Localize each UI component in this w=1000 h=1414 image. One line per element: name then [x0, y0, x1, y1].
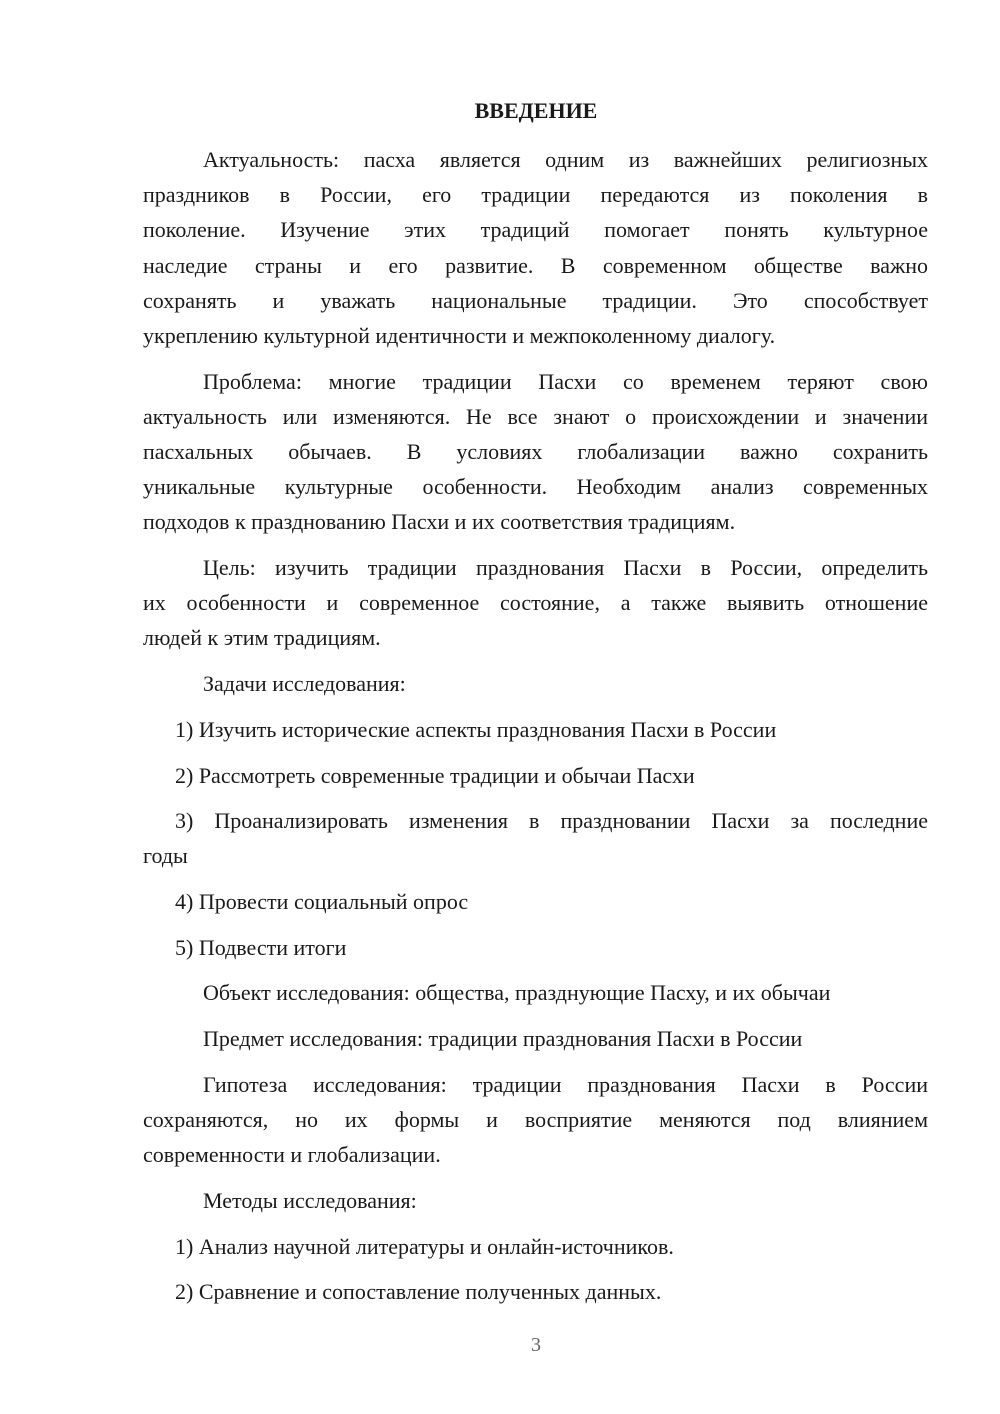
text-line: Предмет исследования: традиции празднования Пасхи в России [203, 1026, 803, 1052]
text-line: Методы исследования: [203, 1187, 417, 1213]
text-line: сохранять и уважать национальные традиции. Это способствует [143, 287, 928, 313]
paragraph [143, 142, 928, 353]
paragraph [143, 364, 928, 540]
text-line: 2) Рассмотреть современные традиции и обычаи Пасхи [175, 762, 695, 788]
text-line: современности и глобализации. [143, 1142, 441, 1168]
list-item [143, 884, 928, 919]
text-line: укреплению культурной идентичности и межпоколенному диалогу. [143, 322, 776, 348]
text-line: Задачи исследования: [203, 671, 406, 697]
section-title: ВВЕДЕНИЕ [474, 98, 598, 123]
paragraph [143, 1067, 928, 1173]
document-body [143, 142, 928, 1320]
text-line: Объект исследования: общества, празднующие Пасху, и их обычаи [203, 980, 831, 1006]
text-line: сохраняются, но их формы и восприятие меняются под влиянием [143, 1107, 928, 1132]
text-line: их особенности и современное состояние, а также выявить отношение [143, 590, 928, 616]
list-item [143, 758, 928, 793]
text-line: Гипотеза исследования: традиции празднования Пасхи в России [203, 1071, 928, 1097]
paragraph [143, 975, 928, 1010]
text-line: 4) Провести социальный опрос [175, 889, 469, 915]
text-line: 2) Сравнение и сопоставление полученных данных. [175, 1279, 662, 1305]
text-line: 1) Изучить исторические аспекты празднования Пасхи в России [175, 716, 777, 742]
text-line: Цель: изучить традиции празднования Пасхи в России, определить [203, 555, 928, 581]
paragraph [143, 1021, 928, 1056]
text-line: актуальность или изменяются. Не все знают о происхождении и значении [143, 403, 928, 429]
list-item [143, 1274, 928, 1309]
text-line: Актуальность: пасха является одним из важнейших религиозных [203, 147, 928, 172]
paragraph [143, 666, 928, 701]
paragraph [143, 1183, 928, 1218]
text-line: 5) Подвести итоги [175, 934, 347, 960]
text-line: годы [143, 843, 188, 869]
text-line: пасхальных обычаев. В условиях глобализации важно сохранить [143, 439, 928, 464]
text-line: подходов к празднованию Пасхи и их соответствия традициям. [143, 509, 736, 535]
text-line: праздников в России, его традиции передаются из поколения в [143, 182, 928, 208]
text-line: 3) Проанализировать изменения в праздновании Пасхи за последние [175, 808, 928, 834]
text-line: людей к этим традициям. [143, 625, 381, 651]
text-line: Проблема: многие традиции Пасхи со временем теряют свою [203, 368, 928, 394]
text-line: наследие страны и его развитие. В современном обществе важно [143, 252, 928, 278]
list-item [143, 1229, 928, 1264]
list-item [143, 803, 928, 873]
list-item [143, 712, 928, 747]
text-line: уникальные культурные особенности. Необходим анализ современных [143, 474, 928, 500]
text-line: поколение. Изучение этих традиций помогает понять культурное [143, 217, 928, 243]
text-line: 1) Анализ научной литературы и онлайн-источников. [175, 1233, 674, 1259]
paragraph [143, 550, 928, 656]
page-number: 3 [531, 1334, 541, 1356]
list-item [143, 930, 928, 965]
